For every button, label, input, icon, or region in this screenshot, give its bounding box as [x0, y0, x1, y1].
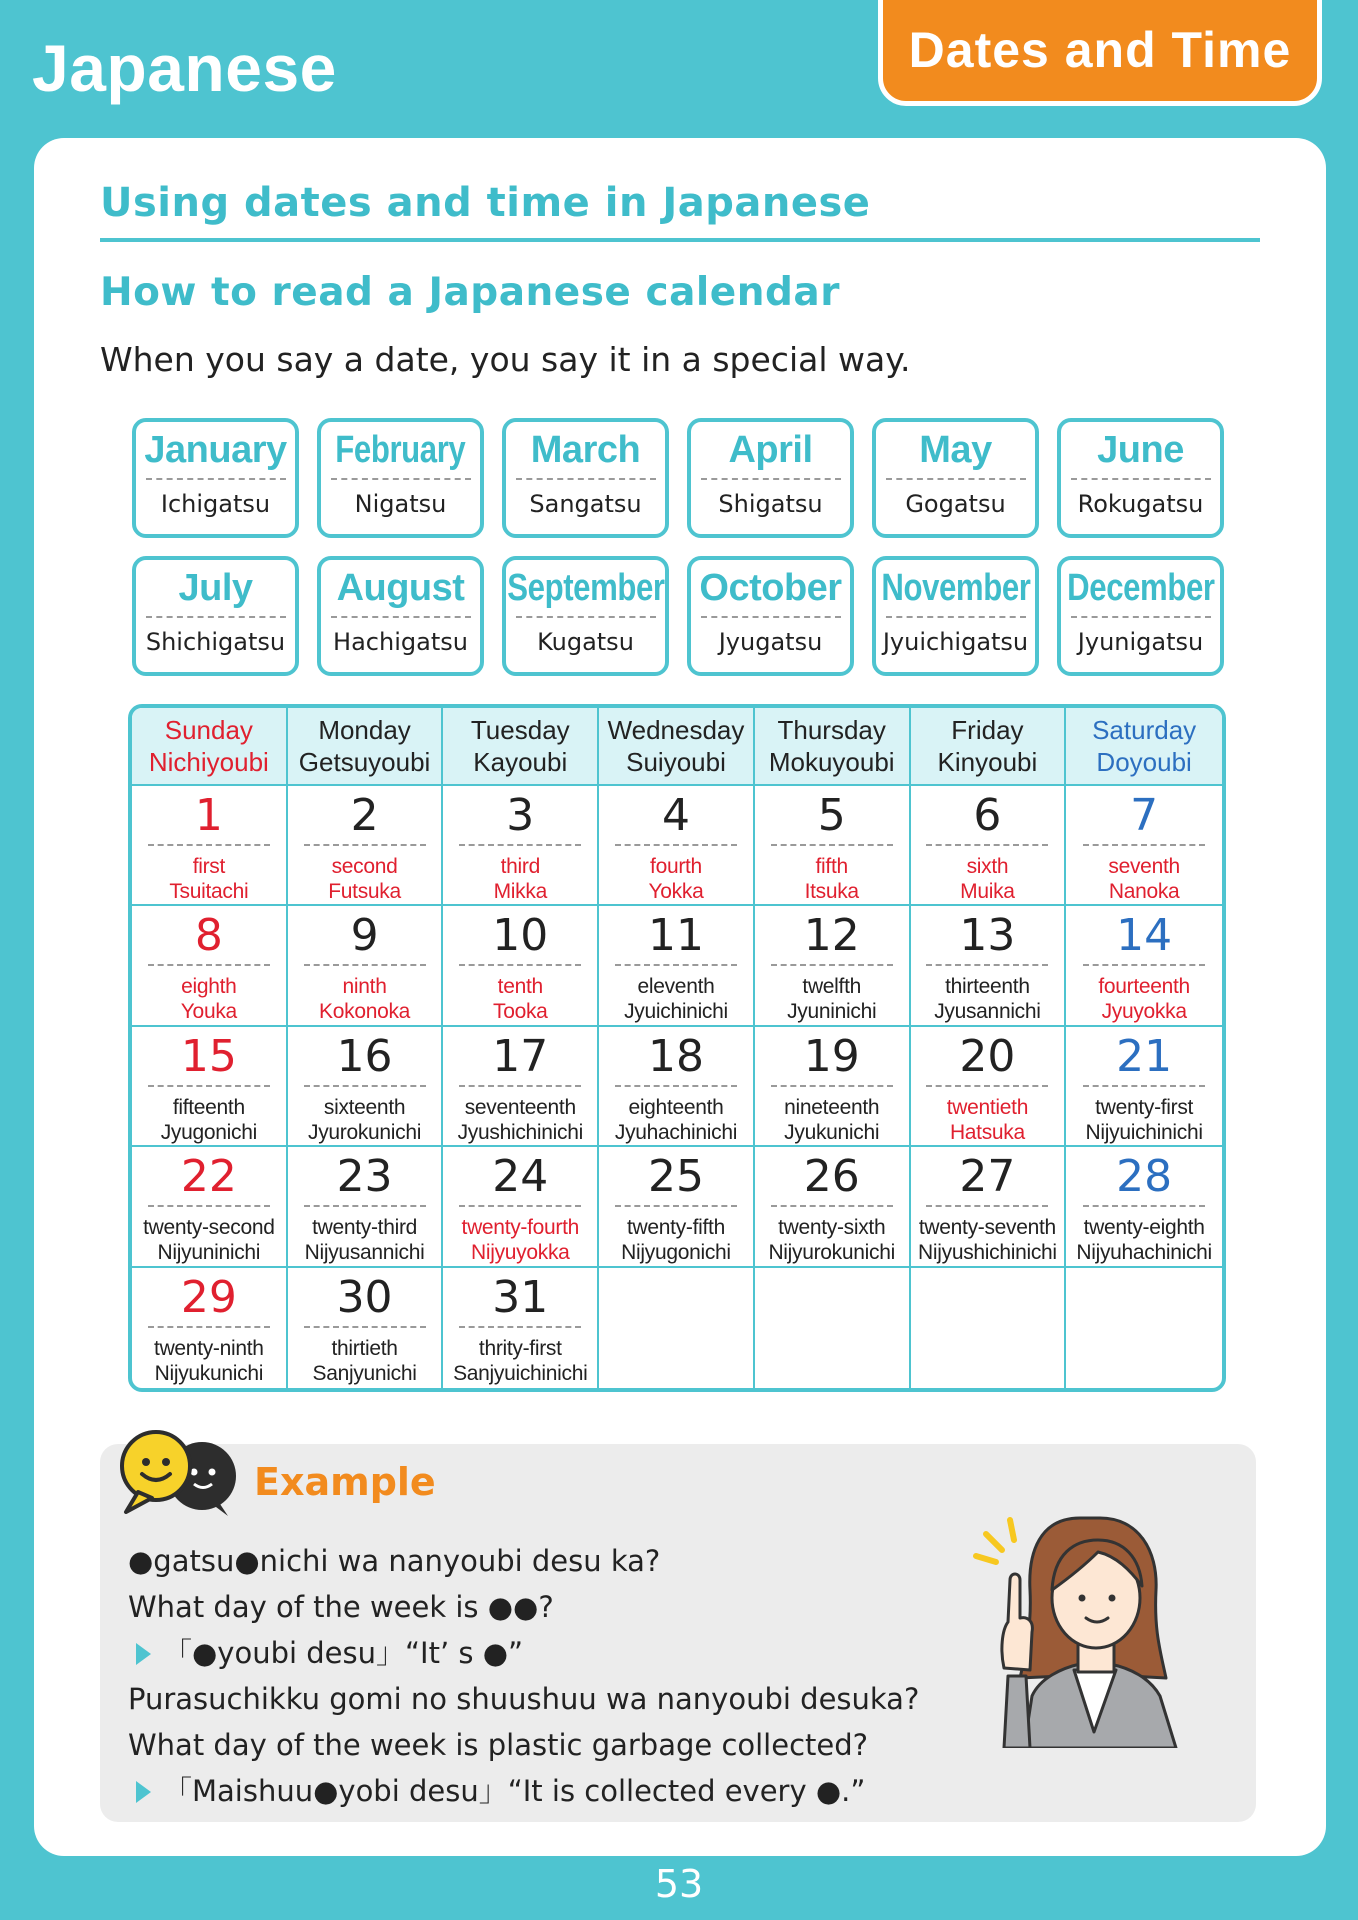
- day-reading: Itsuka: [804, 880, 859, 903]
- day-number: 18: [647, 1030, 704, 1082]
- day-cell-17: [443, 1027, 599, 1147]
- empty-day-cell: [1066, 1268, 1222, 1388]
- dashed-divider: [148, 1205, 270, 1207]
- month-reading: Nigatsu: [354, 490, 447, 518]
- day-ordinal: twenty-second: [143, 1216, 275, 1240]
- day-cell-29: [132, 1268, 288, 1388]
- example-title: Example: [254, 1460, 436, 1504]
- day-cell-30: [288, 1268, 444, 1388]
- day-cell-2: [288, 786, 444, 906]
- day-cell-18: [599, 1027, 755, 1147]
- day-reading: Mikka: [493, 880, 547, 903]
- example-lines: [128, 1538, 919, 1814]
- dashed-divider: [148, 964, 270, 966]
- month-box-october: [687, 556, 854, 676]
- topic-tab-label: Dates and Time: [908, 22, 1292, 78]
- day-reading: Nijyusannichi: [304, 1241, 425, 1265]
- day-cell-5: [755, 786, 911, 906]
- day-cell-19: [755, 1027, 911, 1147]
- dashed-divider: [331, 616, 471, 618]
- weekday-english: Saturday: [1092, 715, 1197, 745]
- dashed-divider: [516, 616, 656, 618]
- example-line: [128, 1676, 919, 1722]
- dashed-divider: [146, 478, 286, 480]
- day-number: 20: [959, 1030, 1016, 1082]
- day-reading: Youka: [180, 1000, 237, 1024]
- dashed-divider: [304, 844, 426, 846]
- weekday-japanese: Nichiyoubi: [148, 747, 269, 777]
- month-reading: Kugatsu: [537, 628, 634, 656]
- day-number: 9: [350, 910, 379, 962]
- month-grid: [132, 418, 1226, 676]
- dashed-divider: [615, 964, 737, 966]
- day-number: 14: [1116, 910, 1173, 962]
- example-line: [128, 1722, 919, 1768]
- dashed-divider: [615, 1205, 737, 1207]
- day-ordinal: twenty-sixth: [778, 1216, 886, 1240]
- day-reading: Jyuninichi: [787, 1000, 877, 1024]
- empty-day-cell: [599, 1268, 755, 1388]
- day-number: 29: [180, 1271, 237, 1323]
- day-number: 24: [492, 1151, 549, 1203]
- month-box-july: [132, 556, 299, 676]
- empty-day-cell: [755, 1268, 911, 1388]
- month-reading: Shichigatsu: [145, 628, 286, 656]
- day-reading: Kokonoka: [319, 1000, 411, 1024]
- month-box-june: [1057, 418, 1224, 538]
- day-cell-13: [911, 906, 1067, 1026]
- dashed-divider: [771, 844, 893, 846]
- triangle-arrow-icon: [136, 1643, 151, 1665]
- month-name: January: [144, 429, 287, 471]
- month-name: May: [919, 429, 992, 471]
- dashed-divider: [771, 1205, 893, 1207]
- dashed-divider: [771, 1085, 893, 1087]
- weekday-japanese: Kinyoubi: [937, 747, 1038, 777]
- subsection-title: How to read a Japanese calendar: [100, 270, 840, 315]
- day-ordinal: seventeenth: [464, 1095, 576, 1119]
- day-reading: Jyushichinichi: [457, 1120, 583, 1144]
- day-number: 27: [959, 1151, 1016, 1203]
- month-box-august: [317, 556, 484, 676]
- day-ordinal: fourteenth: [1098, 975, 1190, 999]
- day-ordinal: twenty-first: [1095, 1095, 1194, 1119]
- day-cell-16: [288, 1027, 444, 1147]
- weekday-japanese: Mokuyoubi: [768, 747, 895, 777]
- example-line-text: 「Maishuu●yobi desu」“It is collected every ●.”: [163, 1774, 866, 1808]
- day-number: 17: [492, 1030, 549, 1082]
- dashed-divider: [926, 1205, 1048, 1207]
- example-line-text: What day of the week is plastic garbage collected?: [128, 1728, 869, 1762]
- dashed-divider: [926, 1085, 1048, 1087]
- day-number: 30: [336, 1271, 393, 1323]
- weekday-english: Friday: [951, 715, 1024, 745]
- day-cell-25: [599, 1147, 755, 1267]
- dashed-divider: [1083, 1085, 1205, 1087]
- dashed-divider: [459, 964, 581, 966]
- day-number: 7: [1130, 790, 1159, 841]
- month-box-april: [687, 418, 854, 538]
- dashed-divider: [148, 844, 270, 846]
- month-reading: Jyuichigatsu: [882, 628, 1029, 656]
- day-number: 26: [803, 1151, 860, 1203]
- page-number: 53: [654, 1862, 704, 1906]
- dashed-divider: [615, 1085, 737, 1087]
- dashed-divider: [701, 616, 841, 618]
- day-reading: Yokka: [648, 880, 704, 903]
- dashed-divider: [615, 844, 737, 846]
- day-cell-9: [288, 906, 444, 1026]
- day-ordinal: thirtieth: [331, 1336, 398, 1360]
- dashed-divider: [1071, 616, 1211, 618]
- day-number: 13: [959, 910, 1016, 962]
- day-ordinal: thirteenth: [945, 975, 1030, 999]
- dashed-divider: [926, 844, 1048, 846]
- weekday-japanese: Doyoubi: [1096, 747, 1192, 777]
- day-cell-20: [911, 1027, 1067, 1147]
- day-number: 2: [350, 790, 379, 841]
- day-cell-23: [288, 1147, 444, 1267]
- weekday-japanese: Kayoubi: [473, 747, 568, 777]
- day-reading: Nijyukunichi: [154, 1361, 264, 1385]
- dashed-divider: [459, 1085, 581, 1087]
- day-ordinal: eighteenth: [628, 1095, 724, 1119]
- example-line: [128, 1538, 919, 1584]
- intro-text: When you say a date, you say it in a special way.: [100, 340, 911, 379]
- month-reading: Rokugatsu: [1077, 490, 1204, 518]
- weekday-english: Monday: [318, 715, 411, 745]
- day-reading: Jyukunichi: [784, 1120, 880, 1144]
- weekday-english: Sunday: [164, 715, 253, 745]
- dashed-divider: [148, 1326, 270, 1328]
- day-reading: Tsuitachi: [169, 880, 249, 903]
- day-number: 4: [661, 790, 690, 841]
- month-box-september: [502, 556, 669, 676]
- example-line-text: Purasuchikku gomi no shuushuu wa nanyoubi desuka?: [128, 1682, 920, 1716]
- month-reading: Ichigatsu: [160, 490, 271, 518]
- example-line-text: ●gatsu●nichi wa nanyoubi desu ka?: [128, 1544, 661, 1578]
- day-reading: Sanjyunichi: [312, 1361, 417, 1385]
- day-cell-21: [1066, 1027, 1222, 1147]
- day-reading: Hatsuka: [949, 1120, 1025, 1144]
- day-reading: Sanjyuichinichi: [453, 1361, 588, 1385]
- day-reading: Jyuhachinichi: [614, 1120, 738, 1144]
- day-ordinal: first: [192, 855, 226, 878]
- dashed-divider: [1083, 1205, 1205, 1207]
- weekday-header-saturday: [1066, 708, 1222, 786]
- day-cell-31: [443, 1268, 599, 1388]
- day-ordinal: ninth: [342, 975, 387, 999]
- day-number: 3: [506, 790, 535, 841]
- day-ordinal: seventh: [1108, 855, 1180, 878]
- day-reading: Jyurokunichi: [308, 1120, 422, 1144]
- day-cell-10: [443, 906, 599, 1026]
- day-reading: Tooka: [493, 1000, 548, 1024]
- day-reading: Jyuyokka: [1101, 1000, 1187, 1024]
- month-name: November: [880, 567, 1031, 609]
- dashed-divider: [926, 964, 1048, 966]
- day-number: 22: [180, 1151, 237, 1203]
- day-number: 5: [817, 790, 846, 841]
- day-reading: Nanoka: [1108, 880, 1180, 903]
- day-ordinal: eighth: [181, 975, 237, 999]
- dashed-divider: [331, 478, 471, 480]
- month-box-march: [502, 418, 669, 538]
- day-cell-11: [599, 906, 755, 1026]
- month-name: September: [506, 567, 665, 609]
- day-cell-6: [911, 786, 1067, 906]
- dashed-divider: [886, 478, 1026, 480]
- dashed-divider: [304, 964, 426, 966]
- month-name: July: [178, 567, 253, 609]
- day-number: 21: [1116, 1030, 1173, 1082]
- weekday-english: Tuesday: [470, 715, 570, 745]
- month-box-january: [132, 418, 299, 538]
- month-name: February: [335, 429, 466, 471]
- day-ordinal: twenty-third: [312, 1216, 418, 1240]
- section-title: Using dates and time in Japanese: [100, 180, 871, 226]
- example-line: [128, 1584, 919, 1630]
- month-box-may: [872, 418, 1039, 538]
- day-reading: Muika: [960, 880, 1015, 903]
- day-reading: Nijyushichinichi: [918, 1241, 1057, 1265]
- dashed-divider: [459, 844, 581, 846]
- empty-day-cell: [911, 1268, 1067, 1388]
- day-reading: Nijyuyokka: [471, 1241, 570, 1265]
- month-name: March: [530, 429, 641, 471]
- day-cell-1: [132, 786, 288, 906]
- day-number: 8: [194, 910, 223, 962]
- month-name: April: [728, 429, 813, 471]
- dashed-divider: [1071, 478, 1211, 480]
- day-ordinal: twenty-fifth: [627, 1216, 725, 1240]
- day-number: 31: [492, 1271, 549, 1323]
- day-number: 6: [973, 790, 1002, 841]
- dashed-divider: [1083, 844, 1205, 846]
- month-reading: Shigatsu: [718, 490, 823, 518]
- speech-bubbles-icon: [116, 1428, 242, 1518]
- day-reading: Nijyuhachinichi: [1076, 1241, 1212, 1265]
- dashed-divider: [459, 1205, 581, 1207]
- day-number: 19: [803, 1030, 860, 1082]
- day-number: 23: [336, 1151, 393, 1203]
- day-reading: Nijyugonichi: [621, 1241, 731, 1265]
- weekday-english: Thursday: [777, 715, 886, 745]
- example-line-text: 「●youbi desu」“It’ s ●”: [163, 1636, 524, 1670]
- day-number: 11: [647, 910, 704, 962]
- example-line: [128, 1630, 919, 1676]
- day-cell-22: [132, 1147, 288, 1267]
- day-cell-28: [1066, 1147, 1222, 1267]
- dashed-divider: [304, 1326, 426, 1328]
- month-reading: Hachigatsu: [333, 628, 468, 656]
- month-reading: Jyugatsu: [718, 628, 823, 656]
- day-reading: Jyuichinichi: [624, 1000, 728, 1024]
- day-cell-27: [911, 1147, 1067, 1267]
- month-box-november: [872, 556, 1039, 676]
- day-reading: Nijyuichinichi: [1085, 1120, 1203, 1144]
- day-cell-15: [132, 1027, 288, 1147]
- dashed-divider: [459, 1326, 581, 1328]
- month-name: October: [699, 567, 842, 609]
- day-ordinal: tenth: [497, 975, 543, 999]
- day-ordinal: fifteenth: [172, 1095, 245, 1119]
- month-name: December: [1066, 567, 1215, 609]
- month-name: June: [1097, 429, 1184, 471]
- day-ordinal: twenty-seventh: [918, 1216, 1056, 1240]
- day-number: 28: [1116, 1151, 1173, 1203]
- day-ordinal: fifth: [815, 855, 848, 878]
- day-number: 10: [492, 910, 549, 962]
- day-ordinal: twenty-fourth: [461, 1216, 580, 1240]
- day-number: 16: [336, 1030, 393, 1082]
- weekday-japanese: Getsuyoubi: [298, 747, 431, 777]
- example-line-text: What day of the week is ●●?: [128, 1590, 554, 1624]
- month-box-december: [1057, 556, 1224, 676]
- month-reading: Gogatsu: [905, 490, 1006, 518]
- topic-tab: [878, 0, 1322, 106]
- dashed-divider: [304, 1085, 426, 1087]
- day-reading: Jyusannichi: [934, 1000, 1041, 1024]
- day-ordinal: eleventh: [637, 975, 715, 999]
- day-cell-24: [443, 1147, 599, 1267]
- dashed-divider: [516, 478, 656, 480]
- day-cell-7: [1066, 786, 1222, 906]
- day-ordinal: third: [500, 855, 540, 878]
- day-reading: Nijyurokunichi: [768, 1241, 895, 1265]
- day-reading: Jyugonichi: [160, 1120, 257, 1144]
- day-number: 12: [803, 910, 860, 962]
- weekday-header-wednesday: [599, 708, 755, 786]
- day-ordinal: twelfth: [802, 975, 861, 999]
- day-ordinal: second: [331, 855, 398, 878]
- dashed-divider: [771, 964, 893, 966]
- language-title: Japanese: [32, 31, 337, 105]
- day-reading: Futsuka: [328, 880, 401, 903]
- weekday-english: Wednesday: [607, 715, 745, 745]
- calendar-table: [128, 704, 1226, 1392]
- day-ordinal: twenty-eighth: [1083, 1216, 1205, 1240]
- day-ordinal: thrity-first: [478, 1336, 562, 1360]
- weekday-header-friday: [911, 708, 1067, 786]
- day-ordinal: sixth: [966, 855, 1009, 878]
- dashed-divider: [701, 478, 841, 480]
- month-reading: Jyunigatsu: [1077, 628, 1204, 656]
- month-name: August: [336, 567, 465, 609]
- dashed-divider: [304, 1205, 426, 1207]
- day-number: 25: [647, 1151, 704, 1203]
- section-divider: [100, 238, 1260, 242]
- day-reading: Nijyuninichi: [157, 1241, 261, 1265]
- day-cell-4: [599, 786, 755, 906]
- month-reading: Sangatsu: [529, 490, 642, 518]
- day-cell-8: [132, 906, 288, 1026]
- day-number: 15: [180, 1030, 237, 1082]
- example-line: [128, 1768, 919, 1814]
- day-ordinal: nineteenth: [784, 1095, 880, 1119]
- day-cell-3: [443, 786, 599, 906]
- triangle-arrow-icon: [136, 1781, 151, 1803]
- month-box-february: [317, 418, 484, 538]
- dashed-divider: [148, 1085, 270, 1087]
- day-ordinal: twenty-ninth: [154, 1336, 264, 1360]
- day-cell-26: [755, 1147, 911, 1267]
- weekday-header-sunday: [132, 708, 288, 786]
- day-number: 1: [194, 790, 223, 841]
- dashed-divider: [146, 616, 286, 618]
- weekday-header-thursday: [755, 708, 911, 786]
- day-ordinal: sixteenth: [323, 1095, 406, 1119]
- day-ordinal: fourth: [650, 855, 702, 878]
- weekday-japanese: Suiyoubi: [626, 747, 726, 777]
- day-cell-14: [1066, 906, 1222, 1026]
- day-cell-12: [755, 906, 911, 1026]
- dashed-divider: [1083, 964, 1205, 966]
- weekday-header-monday: [288, 708, 444, 786]
- weekday-header-tuesday: [443, 708, 599, 786]
- day-ordinal: twentieth: [946, 1095, 1029, 1119]
- woman-pointing-illustration: [970, 1500, 1220, 1748]
- dashed-divider: [886, 616, 1026, 618]
